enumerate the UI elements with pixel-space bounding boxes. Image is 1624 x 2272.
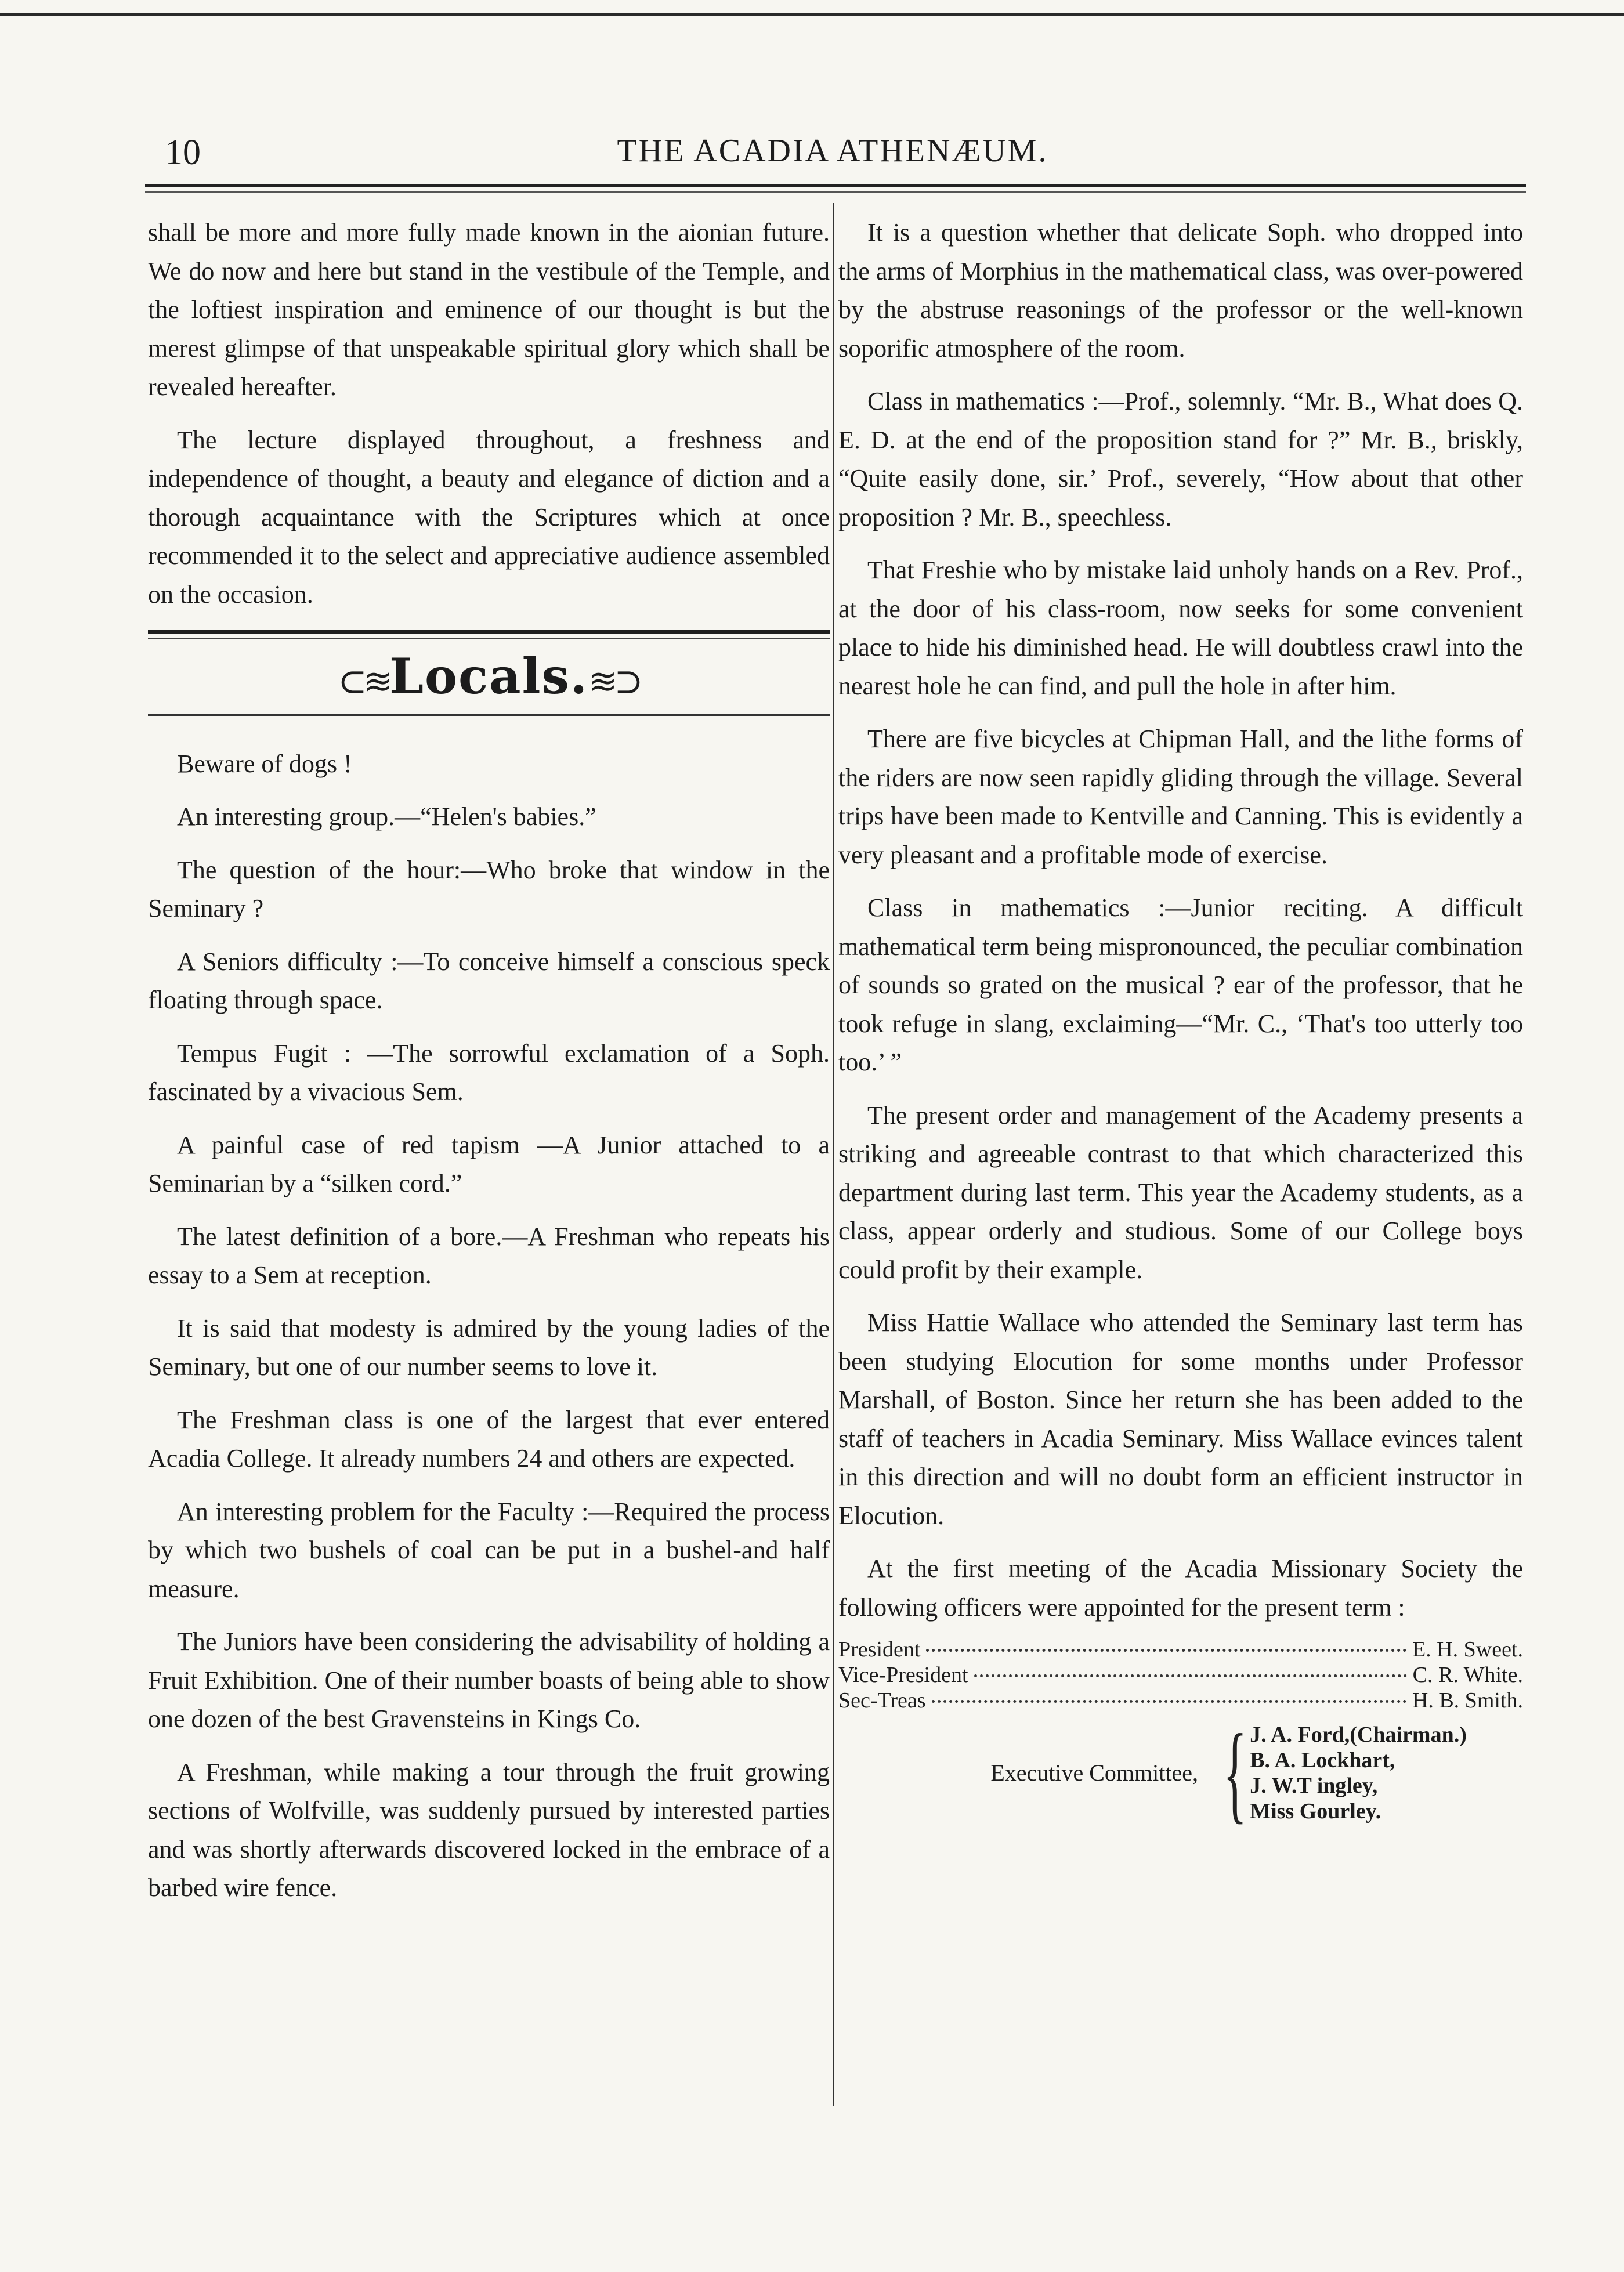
local-item: An interesting group.—“Helen's babies.” <box>177 802 596 831</box>
intro-paragraph: The lecture displayed throughout, a freshness and independence of thought, a beauty and elegance of diction and a thorough acquaintance with the Scriptures which at once recommended it to the select and appreciative audience assembled on the occasion. <box>148 425 830 609</box>
local-item: There are five bicycles at Chipman Hall, and the lithe forms of the riders are now seen rapidly gliding through the village. Several trips have been made to Kentville and Canning. This is evidently a very pleasant and a profitable mode of exercise. <box>838 725 1523 869</box>
local-item: The question of the hour:—Who broke that window in the Seminary ? <box>148 855 830 922</box>
local-item: The Juniors have been considering the advisability of holding a Fruit Exhibition. One of their number boasts of being able to show one dozen of the best Gravensteins in Kings Co. <box>148 1627 830 1733</box>
local-item: A Seniors difficulty :—To conceive himself a conscious speck floating through space. <box>148 947 830 1014</box>
intro-paragraph: shall be more and more fully made known in the aionian future. We do now and here but stand in the vestibule of the Temple, and the loftiest inspiration and eminence of our thought is but the merest glimpse of that unspeakable spiritual glory which shall be revealed hereafter. <box>148 218 830 401</box>
column-divider <box>833 203 834 2106</box>
left-column <box>148 214 830 1922</box>
header-rule-secondary <box>145 191 1526 193</box>
dot-leader <box>974 1674 1407 1677</box>
section-title: Locals. <box>389 647 589 705</box>
executive-members <box>1250 1722 1467 1824</box>
officer-title: Vice-President <box>838 1663 968 1687</box>
local-item: Class in mathematics :—Prof., solemnly. “Mr. B., What does Q. E. D. at the end of the proposition stand for ?” Mr. B., briskly, “Quite easily done, sir.’ Prof., severely, “How about that other proposition ? Mr. B., speechless. <box>838 387 1523 531</box>
dot-leader <box>926 1649 1406 1652</box>
section-divider-thick <box>148 630 830 634</box>
local-item: The present order and management of the Academy presents a striking and agreeable contrast to that which characterized this department during last term. This year the Academy students, as a class, appear orderly and studious. Some of our College boys could profit by their example. <box>838 1101 1523 1284</box>
brace-icon: { <box>1223 1712 1247 1834</box>
section-heading-rule <box>148 714 830 716</box>
officer-title: Sec-Treas <box>838 1688 926 1713</box>
officer-row <box>838 1688 1523 1713</box>
officer-name: E. H. Sweet. <box>1412 1637 1523 1662</box>
officers-list <box>838 1637 1523 1834</box>
ornament-right-icon: ≋⊃ <box>588 661 640 702</box>
local-item: It is a question whether that delicate Soph. who dropped into the arms of Morphius in the mathematical class, was over-powered by the abstruse reasonings of the professor or the well-known soporific atmosphere of the room. <box>838 218 1523 363</box>
local-item: Beware of dogs ! <box>177 749 352 778</box>
local-item: Class in mathematics :—Junior reciting. A difficult mathematical term being mispronounced, the peculiar combination of sounds so grated on the musical ? ear of the professor, that he took refuge in slang, exclaiming—“Mr. C., ‘That's too utterly too too.’ ” <box>838 893 1523 1076</box>
committee-member: Miss Gourley. <box>1250 1799 1381 1824</box>
officer-title: President <box>838 1637 921 1662</box>
local-item: Tempus Fugit : —The sorrowful exclamation of a Soph. fascinated by a vivacious Sem. <box>148 1039 830 1106</box>
committee-member: J. A. Ford,(Chairman.) <box>1250 1723 1467 1747</box>
dot-leader <box>932 1700 1406 1703</box>
local-item: An interesting problem for the Faculty :—Required the process by which two bushels of coal can be put in a bushel-and half measure. <box>148 1497 830 1603</box>
committee-member: B. A. Lockhart, <box>1250 1748 1395 1772</box>
top-rule <box>0 13 1624 16</box>
executive-committee <box>838 1712 1523 1834</box>
officer-row <box>838 1637 1523 1662</box>
page-number: 10 <box>165 133 201 172</box>
section-divider-thin <box>148 638 830 639</box>
officer-name: H. B. Smith. <box>1412 1688 1523 1713</box>
running-title: THE ACADIA ATHENÆUM. <box>617 133 1048 169</box>
committee-member: J. W.T ingley, <box>1250 1774 1378 1798</box>
local-item: The Freshman class is one of the largest that ever entered Acadia College. It already numbers 24 and others are expected. <box>148 1405 830 1473</box>
local-item: A painful case of red tapism —A Junior attached to a Seminarian by a “silken cord.” <box>148 1130 830 1197</box>
local-item: Miss Hattie Wallace who attended the Seminary last term has been studying Elocution for some months under Professor Marshall, of Boston. Since her return she has been added to the staff of teachers in Acadia Seminary. Miss Wallace evinces talent in this direction and will no doubt form an efficient instructor in Elocution. <box>838 1308 1523 1530</box>
local-item: That Freshie who by mistake laid unholy hands on a Rev. Prof., at the door of his class-room, now seeks for some convenient place to hide his diminished head. He will doubtless crawl into the nearest hole he can find, and pull the hole in after him. <box>838 556 1523 700</box>
section-heading <box>148 647 830 705</box>
officer-row <box>838 1662 1523 1688</box>
executive-committee-label: Executive Committee, <box>990 1760 1198 1786</box>
local-item: At the first meeting of the Acadia Missionary Society the following officers were appointed for the present term : <box>838 1554 1523 1622</box>
local-item: A Freshman, while making a tour through the fruit growing sections of Wolfville, was suddenly pursued by interested parties and was shortly afterwards discovered locked in the embrace of a barbed wire fence. <box>148 1757 830 1902</box>
ornament-left-icon: ⊂≋ <box>338 661 389 702</box>
page-header <box>145 132 1520 179</box>
header-rule <box>145 184 1526 187</box>
local-item: It is said that modesty is admired by the young ladies of the Seminary, but one of our number seems to love it. <box>148 1314 830 1381</box>
right-column <box>838 214 1523 1834</box>
officer-name: C. R. White. <box>1412 1663 1523 1687</box>
local-item: The latest definition of a bore.—A Freshman who repeats his essay to a Sem at reception. <box>148 1222 830 1289</box>
